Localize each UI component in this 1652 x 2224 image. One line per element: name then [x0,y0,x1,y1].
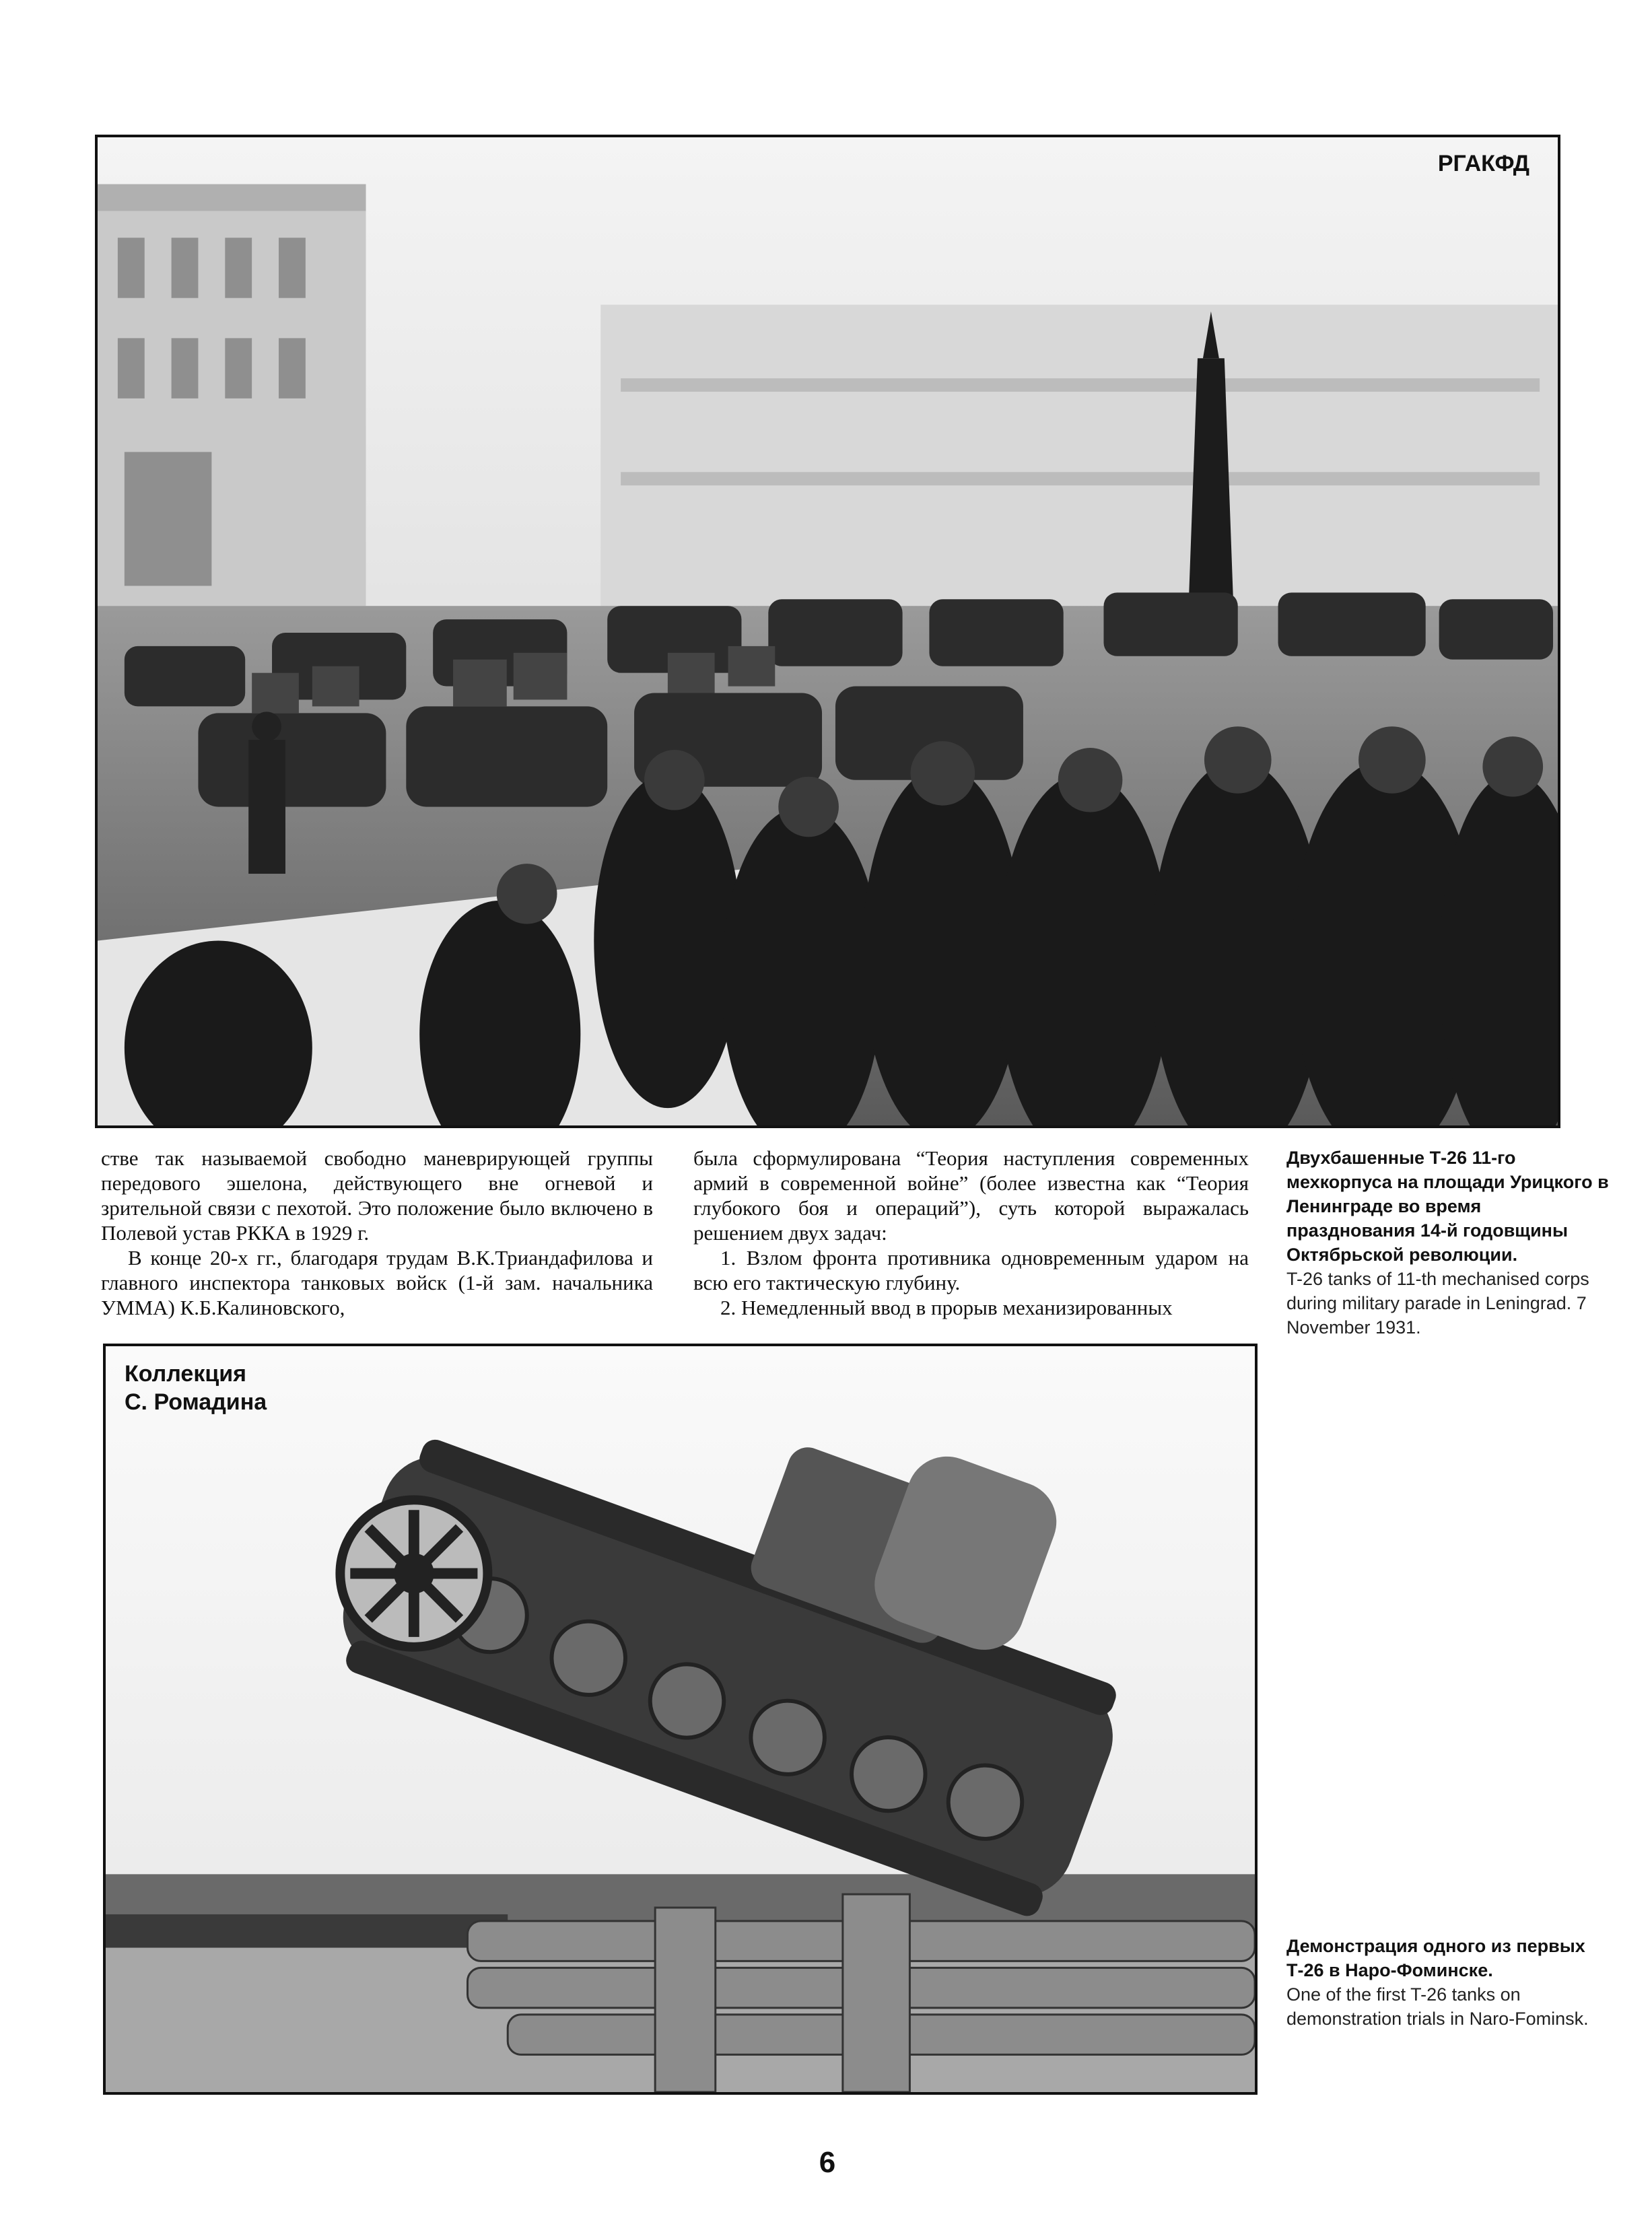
paragraph: стве так называемой свободно маневрирующей группы передового эшелона, действующего вне огневой и зрительной связи с пехотой. Это положение было включено в Полевой устав РККА в 1929 г. [101,1146,653,1245]
tank-parade-illustration [98,137,1558,1125]
caption-tank-demonstration [1286,1934,1603,2031]
body-text-left-column [101,1146,653,1320]
caption-english: T-26 tanks of 11-th mechanised corps during military parade in Leningrad. 7 November 1931. [1286,1269,1589,1337]
photo-credit-top: РГАКФД [1437,151,1529,176]
caption-tank-parade [1286,1146,1610,1340]
paragraph: была сформулирована “Теория наступления современных армий в современной войне” (более известна как “Теория глубокого боя и операций”), суть которой выражалась решением двух задач: [693,1146,1249,1245]
paragraph: 2. Немедленный ввод в прорыв механизированных [720,1296,1173,1319]
photo-tank-parade [95,135,1560,1128]
caption-russian: Демонстрация одного из первых Т-26 в Наро-Фоминске. [1286,1936,1585,1980]
paragraph: В конце 20-х гг., благодаря трудам В.К.Триандафилова и главного инспектора танковых войск (1-й зам. начальника УММА) К.Б.Калиновского, [101,1246,653,1319]
credit-line: С. Ромадина [125,1389,267,1415]
photo-tank-demonstration [103,1344,1258,2095]
credit-line: Коллекция [125,1361,246,1387]
paragraph: 1. Взлом фронта противника одновременным ударом на всю его тактическую глубину. [693,1246,1249,1294]
page-number: 6 [819,2146,836,2179]
caption-russian: Двухбашенные Т-26 11-го мехкорпуса на площади Урицкого в Ленинграде во время празднования 14-й годовщины Октябрьской революции. [1286,1148,1609,1265]
body-text-middle-column [693,1146,1249,1320]
photo-credit-bottom [125,1360,267,1416]
tank-demonstration-illustration [106,1346,1255,2092]
caption-english: One of the first T-26 tanks on demonstration trials in Naro-Fominsk. [1286,1984,1589,2029]
